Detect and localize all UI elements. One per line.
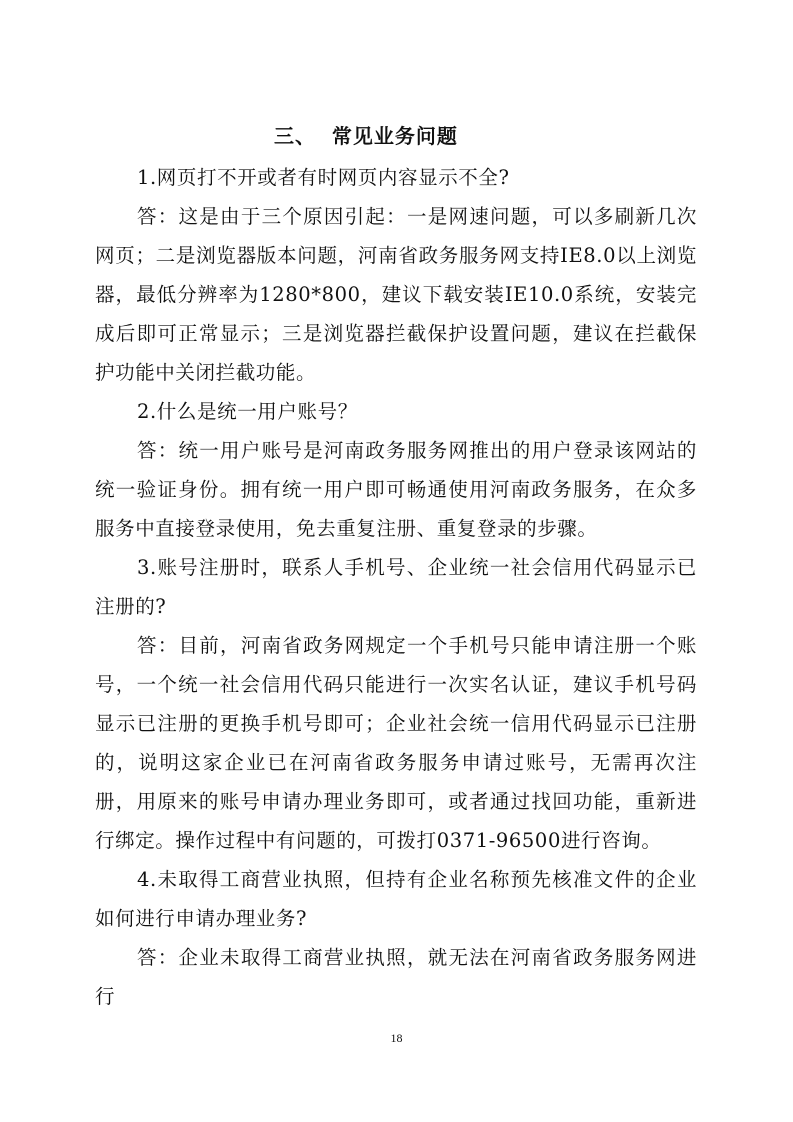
question-3: 3.账号注册时，联系人手机号、企业统一社会信用代码显示已注册的? — [95, 556, 697, 618]
answer-2: 答：统一用户账号是河南政务服务网推出的用户登录该网站的统一验证身份。拥有统一用户即可畅通使用河南政务服务，在众多服务中直接登录使用，免去重复注册、重复登录的步骤。 — [95, 439, 697, 540]
question-2: 2.什么是统一用户账号？ — [137, 400, 358, 423]
section-title: 三、 常见业务问题 — [274, 124, 458, 148]
faq-content — [95, 158, 697, 1016]
question-4: 4.未取得工商营业执照，但持有企业名称预先核准文件的企业如何进行申请办理业务? — [95, 868, 697, 930]
answer-4: 答：企业未取得工商营业执照，就无法在河南省政务服务网进行 — [95, 946, 697, 1008]
question-1: 1.网页打不开或者有时网页内容显示不全? — [137, 166, 510, 189]
answer-1: 答：这是由于三个原因引起：一是网速问题，可以多刷新几次网页；二是浏览器版本问题，河南省政务服务网支持IE8.0以上浏览器，最低分辨率为1280*800，建议下载安装IE10.0系统，安装完成后即可正常显示；三是浏览器拦截保护设置问题，建议在拦截保护功能中关闭拦截功能。 — [95, 205, 697, 384]
answer-3: 答：目前，河南省政务网规定一个手机号只能申请注册一个账号，一个统一社会信用代码只能进行一次实名认证，建议手机号码显示已注册的更换手机号即可；企业社会统一信用代码显示已注册的，说明这家企业已在河南省政务服务申请过账号，无需再次注册，用原来的账号申请办理业务即可，或者通过找回功能，重新进行绑定。操作过程中有问题的，可拨打0371-96500进行咨询。 — [95, 634, 697, 852]
page-number: 18 — [390, 1031, 403, 1045]
